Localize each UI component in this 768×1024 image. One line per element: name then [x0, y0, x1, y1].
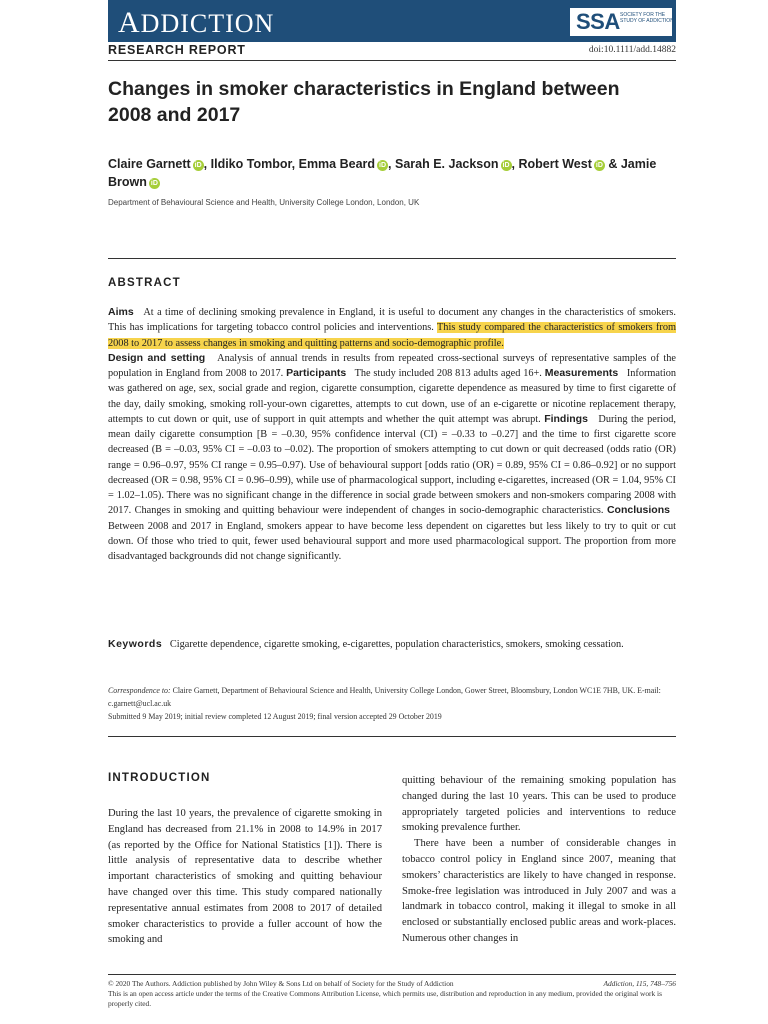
intro-paragraph: During the last 10 years, the prevalence of cigarette smoking in England has decreased from 21.1% in 2008 to 14.9% in 2017 (as reported by the Office for National Statistics [1]). There is little analysis of representative data to describe whether important characteristics of smoking and quitting behaviour have changed over this time. This study compared nationally representative annual estimates from 2008 to 2017 of detailed smoker characteristics to provide a fuller account of how the smoking and: [108, 808, 382, 946]
intro-rule: [108, 736, 676, 737]
submission-dates: Submitted 9 May 2019; initial review completed 12 August 2019; final version accepted 29 October 2019: [108, 712, 442, 721]
author[interactable]: Ildiko Tombor: [210, 157, 292, 171]
abstract-rule: [108, 258, 676, 259]
journal-name: [118, 6, 274, 40]
journal-initial: A: [118, 6, 141, 39]
correspondence-label: Correspondence to:: [108, 686, 171, 695]
affiliation: Department of Behavioural Science and Health, University College London, London, UK: [108, 198, 420, 207]
header-rule: [108, 60, 676, 61]
author[interactable]: Claire Garnett: [108, 157, 191, 171]
participants-text: The study included 208 813 adults aged 16+.: [354, 368, 542, 379]
author[interactable]: Jamie Brown: [108, 157, 657, 189]
license: This is an open access article under the terms of the Creative Commons Attribution License, which permits use, distribution and reproduction in any medium, provided the original work is properly cited.: [108, 989, 662, 1008]
article-title: Changes in smoker characteristics in England between 2008 and 2017: [108, 78, 620, 126]
introduction-heading: INTRODUCTION: [108, 772, 211, 784]
author[interactable]: Sarah E. Jackson: [395, 157, 499, 171]
intro-right-column: [402, 773, 676, 947]
citation: Addiction, 115, 748–756: [603, 979, 676, 988]
keywords: [108, 637, 676, 653]
aims-label: Aims: [108, 306, 134, 318]
orcid-icon[interactable]: iD: [150, 180, 158, 187]
abstract-body: [108, 305, 676, 564]
measurements-label: Measurements: [544, 367, 619, 379]
footer-rule: [108, 974, 676, 975]
highlighted-text: This study compared the characteristics of smokers from 2008 to 2017 to assess changes in smoking and quitting patterns and socio-demographic profile.: [108, 322, 676, 349]
intro-paragraph: quitting behaviour of the remaining smoking population has changed during the last 10 years. This can be used to produce appropriately targeted policies and interventions to reduce smoking prevalence further.: [402, 775, 676, 834]
correspondence-text: Claire Garnett, Department of Behavioural Science and Health, University College London, Gower Street, Bloomsbury, London WC1E 7HB, UK. E-mail: c.garnett@ucl.ac.uk: [108, 686, 661, 708]
orcid-icon[interactable]: iD: [502, 162, 510, 169]
findings-text: During the period, mean daily cigarette consumption [B = –0.30, 95% confidence interval (CI) = –0.33 to –0.27] and the time to first cigarette score decreased (B = –0.03, 95% CI = –0.03 to –0.02). The proportion of smokers attempting to cut down or quit decreased (odds ratio (OR) range = 0.96–0.97, 95% CI range = 0.95–0.97). Use of behavioural support [odds ratio (OR) = 0.89, 95% CI = 0.86–0.92] or no support decreased (OR = 0.98, 95% CI = 0.96–0.99), while use of pharmacological support, including e-cigarettes, increased (OR = 1.04, 95% CI = 1.02–1.05). There was no significant change in the difference in social grade between smokers and non-smokers comparing 2008 with 2017. Changes in smoking and quitting behaviour were independent of changes in socio-demographic characteristics.: [108, 413, 676, 517]
intro-paragraph: There have been a number of considerable changes in tobacco control policy in England since 2007, meaning that smokers’ characteristics are likely to have changed in response. Smoke-free legislation was introduced in July 2007 and was a landmark in tobacco control, making it illegal to smoke in all enclosed or substantially enclosed public areas and work-places. Numerous other changes in: [402, 838, 676, 944]
orcid-icon[interactable]: iD: [595, 162, 603, 169]
conclusions-text: Between 2008 and 2017 in England, smokers appear to have become less dependent on cigarettes but less likely to try to quit or cut down. Of those who tried to quit, fewer used behavioural support and more used pharmacological support. The proportion from more disadvantaged backgrounds did not change significantly.: [108, 520, 676, 562]
copyright: © 2020 The Authors. Addiction published by John Wiley & Sons Ltd on behalf of Society for the Study of Addiction: [108, 979, 454, 988]
author[interactable]: Emma Beard: [298, 157, 376, 171]
ssa-logo-subtitle: SOCIETY FOR THE STUDY OF ADDICTION: [620, 12, 674, 24]
findings-label: Findings: [544, 412, 588, 425]
author[interactable]: Robert West: [518, 157, 592, 171]
footer: [108, 979, 676, 1009]
keywords-label: Keywords: [108, 638, 163, 650]
design-text: Analysis of annual trends in results from repeated cross-sectional surveys of representative samples of the population in England from 2008 to 2017.: [108, 352, 677, 379]
ssa-logo: SSA: [576, 9, 620, 34]
keywords-text: Cigarette dependence, cigarette smoking, e-cigarettes, population characteristics, smokers, smoking cessation.: [169, 639, 624, 650]
conclusions-label: Conclusions: [606, 504, 670, 517]
aims-text: At a time of declining smoking prevalence in England, it is useful to document any changes in the characteristics of smokers. This has implications for targeting tobacco control policies and interventions.: [108, 307, 676, 334]
design-label: Design and setting: [108, 351, 206, 364]
orcid-icon[interactable]: iD: [379, 162, 387, 169]
journal-name-rest: DDICTION: [140, 9, 275, 38]
abstract-heading: ABSTRACT: [108, 277, 181, 289]
author-list: Claire Garnett iD , Ildiko Tombor, Emma Beard iD , Sarah E. Jackson iD , Robert West iD & Jamie Brown iD: [108, 157, 657, 189]
orcid-icon[interactable]: iD: [194, 162, 202, 169]
participants-label: Participants: [286, 367, 347, 379]
section-label: RESEARCH REPORT: [108, 43, 246, 57]
measurements-text: Information was gathered on age, sex, social grade and region, cigarette consumption, cigarette dependence as measured by time to first cigarette of the day, daily smoking, smoking roll-your-own cigarettes, attempts to cut down, use of an e-cigarette or nicotine replacement therapy, attempts to cut down or quit, use of support in quit attempts and whether the quit attempt was abrupt.: [108, 368, 676, 425]
doi[interactable]: doi:10.1111/add.14882: [588, 45, 676, 55]
correspondence: [108, 684, 676, 723]
intro-left-column: [108, 806, 382, 948]
